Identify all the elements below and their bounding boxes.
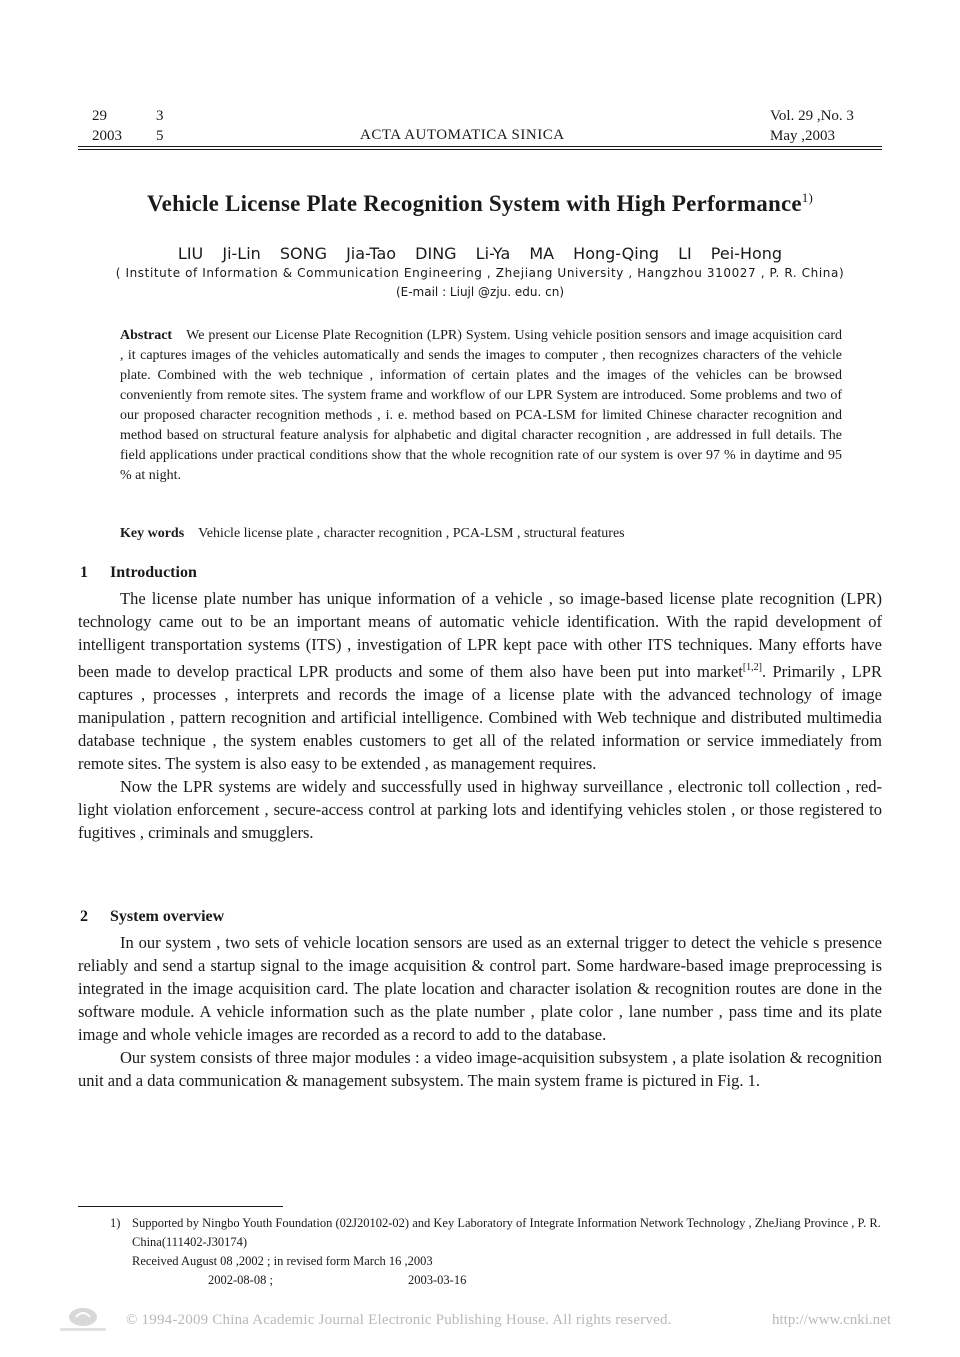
month-cn: 5 [156,128,164,144]
volume-en: Vol. 29 ,No. 3 [770,108,854,124]
section-title: Introduction [110,564,197,581]
received-dates-cn [110,1271,882,1290]
author-list: LIU Ji-Lin SONG Jia-Tao DING Li-Ya MA Hong-Qing LI Pei-Hong [177,244,783,263]
copyright-bar [56,1304,916,1336]
section-heading-system-overview [80,908,224,926]
section-number: 2 [80,908,88,925]
paragraph: Our system consists of three major modules : a video image-acquisition subsystem , a plate isolation & recognition unit and a data communication & management subsystem. The main system frame is pictured in Fig. 1. [78,1048,882,1090]
footnote-rule [78,1206,283,1207]
section-number: 1 [80,564,88,581]
paragraph-text: The license plate number has unique information of a vehicle , so image-based license plate recognition (LPR) technology came out to be an important means of automatic vehicle identification. With the rapid development of intelligent transportation systems (ITS) , investigation of LPR kept pace with other ITS techniques. Many efforts have been made to develop practical LPR products and some of them also have been put into market [78,589,882,681]
journal-issue-cn [92,106,164,146]
section-title: System overview [110,908,225,925]
paragraph [78,587,882,775]
cnki-logo-icon [56,1304,110,1334]
citation: [1,2] [742,662,762,673]
footnote-mark: 1) [110,1216,121,1230]
paragraph: Now the LPR systems are widely and successfully used in highway surveillance , electronic toll collection , red-light violation enforcement , secure-access control at parking lots and identifying vehicles stolen , or those registered to fugitives , criminals and smugglers. [78,777,882,842]
journal-issue-en [770,106,880,146]
abstract [120,326,842,486]
year-cn: 2003 [92,128,122,144]
paper-title-text: Vehicle License Plate Recognition System with High Performance [146,191,802,216]
keywords-label: Key words [120,526,185,541]
revised-date-cn: 2003-03-16 [408,1273,467,1287]
cnki-url[interactable]: http://www.cnki.net [772,1312,892,1328]
abstract-text: We present our License Plate Recognition (LPR) System. Using vehicle position sensors and image acquisition card , it captures images of the vehicles automatically and sends the images to computer , then recognizes characters of the vehicle plate. Combined with the web technique , information of certain plates and the images of the vehicles can be browsed conveniently from remote sites. The system frame and workflow of our LPR System are introduced. Some problems and two of our proposed character recognition methods , i. e. method based on PCA-LSM for limited Chinese character recognition and method based on structural feature analysis for alphabetic and digital character recognition , are addressed in full details. The field applications under practical conditions show that the whole recognition rate of our system is over 97 % in daytime and 95 % at night. [120,328,842,483]
abstract-label: Abstract [120,328,173,343]
received-date-cn: 2002-08-08 ; [208,1273,273,1287]
paper-title [0,190,960,217]
issue-cn: 3 [156,108,164,124]
funding-note: Supported by Ningbo Youth Foundation (02J20102-02) and Key Laboratory of Integrate Information Network Technology , ZheJiang Province , P. R. China(111402-J30174) [132,1216,881,1249]
title-footnote-mark: 1) [801,190,814,205]
volume-cn: 29 [92,108,107,124]
received-date-note: Received August 08 ,2002 ; in revised form March 16 ,2003 [132,1254,433,1268]
paragraph: In our system , two sets of vehicle location sensors are used as an external trigger to detect the vehicle s presence reliably and send a startup signal to the image acquisition & control part. Some hardware-based image preprocessing is integrated in the image acquisition card. The plate location and character isolation & recognition routes are done in the software module. A vehicle information such as the plate number , plate color , lane number , pass time and its plate image and whole vehicle images are recorded as a record to add to the database. [78,933,882,1044]
section-body-system-overview [78,931,882,1092]
footnote [110,1214,882,1290]
copyright-text: © 1994-2009 China Academic Journal Electronic Publishing House. All rights reserved. [126,1312,672,1328]
keywords [120,526,842,542]
affiliation: ( Institute of Information & Communication Engineering , Zhejiang University , Hangzhou 310027 , P. R. China) [115,266,845,280]
journal-name: ACTA AUTOMATICA SINICA [360,127,565,143]
keywords-text: Vehicle license plate , character recognition , PCA-LSM , structural features [198,526,625,541]
paragraph-text: . Primarily , LPR captures , processes , interprets and records the image of a license plate with the advanced technology of image manipulation , pattern recognition and artificial intelligence. Combined with Web technique and distributed multimedia database technique , the system enables customers to get all of the related information or service immediately from remote sites. The system is also easy to be extended , as management requires. [78,662,882,773]
section-heading-introduction [80,564,197,582]
author-email: (E-mail : Liujl @zju. edu. cn) [395,285,565,299]
header-rule [78,146,882,150]
section-body-introduction [78,587,882,844]
date-en: May ,2003 [770,128,835,144]
